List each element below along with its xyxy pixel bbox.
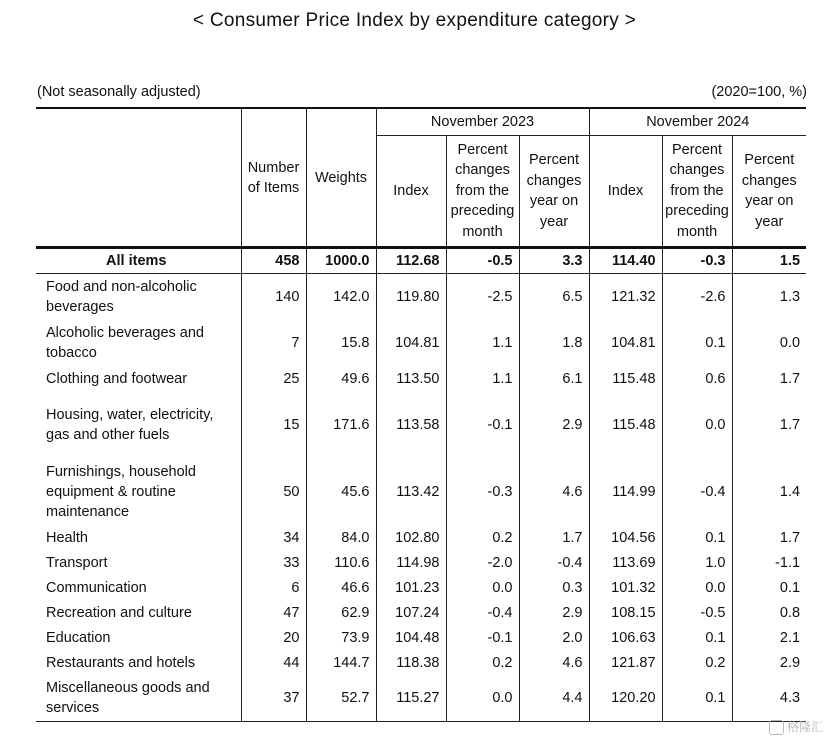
row-category: Recreation and culture	[36, 600, 241, 625]
row-index-2024: 114.99	[589, 458, 662, 525]
row-items: 44	[241, 650, 306, 675]
row-index-2024: 104.81	[589, 320, 662, 366]
row-category: Food and non-alcoholic beverages	[36, 274, 241, 321]
row-index-2024: 104.56	[589, 525, 662, 550]
row-weights: 62.9	[306, 600, 376, 625]
table-row	[36, 675, 806, 722]
row-mom-2024: 0.2	[662, 650, 732, 675]
row-index-2024: 115.48	[589, 391, 662, 458]
row-yoy-2024: 0.0	[732, 320, 806, 366]
total-mom-2024: -0.3	[662, 248, 732, 274]
row-index-2023: 104.48	[376, 625, 446, 650]
row-yoy-2023: 0.3	[519, 575, 589, 600]
row-yoy-2023: 1.7	[519, 525, 589, 550]
total-mom-2023: -0.5	[446, 248, 519, 274]
row-mom-2024: 1.0	[662, 550, 732, 575]
row-category: Alcoholic beverages and tobacco	[36, 320, 241, 366]
table-row	[36, 525, 806, 550]
watermark	[769, 718, 823, 735]
row-mom-2023: -0.3	[446, 458, 519, 525]
row-category: Communication	[36, 575, 241, 600]
row-weights: 142.0	[306, 274, 376, 321]
row-weights: 46.6	[306, 575, 376, 600]
row-items: 47	[241, 600, 306, 625]
row-mom-2024: 0.1	[662, 625, 732, 650]
row-yoy-2023: 2.9	[519, 391, 589, 458]
row-mom-2024: -0.4	[662, 458, 732, 525]
row-items: 25	[241, 366, 306, 391]
total-items: 458	[241, 248, 306, 274]
table-row	[36, 625, 806, 650]
table-row	[36, 366, 806, 391]
period-2023-header: November 2023	[376, 108, 589, 136]
row-index-2024: 120.20	[589, 675, 662, 722]
row-yoy-2023: 2.9	[519, 600, 589, 625]
row-mom-2023: -0.4	[446, 600, 519, 625]
row-index-2024: 113.69	[589, 550, 662, 575]
row-yoy-2024: 1.7	[732, 391, 806, 458]
table-row	[36, 458, 806, 525]
row-yoy-2023: 4.6	[519, 458, 589, 525]
row-index-2023: 118.38	[376, 650, 446, 675]
row-mom-2024: 0.0	[662, 391, 732, 458]
total-index-2024: 114.40	[589, 248, 662, 274]
index-2024-header: Index	[589, 136, 662, 248]
row-yoy-2024: 1.7	[732, 525, 806, 550]
row-category: Miscellaneous goods and services	[36, 675, 241, 722]
row-mom-2024: 0.0	[662, 575, 732, 600]
base-year-note: (2020=100, %)	[711, 84, 807, 100]
row-yoy-2023: 1.8	[519, 320, 589, 366]
row-yoy-2024: 4.3	[732, 675, 806, 722]
row-items: 33	[241, 550, 306, 575]
row-weights: 110.6	[306, 550, 376, 575]
row-index-2024: 121.87	[589, 650, 662, 675]
row-yoy-2023: 6.5	[519, 274, 589, 321]
row-category: Restaurants and hotels	[36, 650, 241, 675]
table-row	[36, 391, 806, 458]
row-items: 34	[241, 525, 306, 550]
row-category: Furnishings, household equipment & routine maintenance	[36, 458, 241, 525]
row-yoy-2024: 1.4	[732, 458, 806, 525]
total-row	[36, 248, 806, 274]
yoy-2024-header: Percent changes year on year	[732, 136, 806, 248]
row-category: Health	[36, 525, 241, 550]
row-weights: 171.6	[306, 391, 376, 458]
row-index-2023: 113.58	[376, 391, 446, 458]
total-yoy-2024: 1.5	[732, 248, 806, 274]
weights-header: Weights	[306, 108, 376, 248]
row-index-2023: 101.23	[376, 575, 446, 600]
adjustment-note: (Not seasonally adjusted)	[37, 84, 201, 100]
row-items: 7	[241, 320, 306, 366]
row-mom-2023: -2.5	[446, 274, 519, 321]
row-yoy-2024: 0.1	[732, 575, 806, 600]
row-mom-2024: 0.1	[662, 525, 732, 550]
row-mom-2023: -2.0	[446, 550, 519, 575]
row-category: Education	[36, 625, 241, 650]
row-mom-2024: 0.6	[662, 366, 732, 391]
row-items: 50	[241, 458, 306, 525]
cpi-table	[36, 107, 806, 722]
row-mom-2024: 0.1	[662, 675, 732, 722]
table-row	[36, 550, 806, 575]
row-mom-2023: 1.1	[446, 366, 519, 391]
row-yoy-2024: 2.9	[732, 650, 806, 675]
yoy-2023-header: Percent changes year on year	[519, 136, 589, 248]
row-yoy-2024: -1.1	[732, 550, 806, 575]
row-yoy-2023: 2.0	[519, 625, 589, 650]
row-yoy-2023: 4.6	[519, 650, 589, 675]
mom-2024-header: Percent changes from the preceding month	[662, 136, 732, 248]
row-weights: 49.6	[306, 366, 376, 391]
row-mom-2023: 0.0	[446, 675, 519, 722]
row-items: 6	[241, 575, 306, 600]
row-index-2023: 113.42	[376, 458, 446, 525]
row-weights: 15.8	[306, 320, 376, 366]
row-category: Transport	[36, 550, 241, 575]
row-weights: 45.6	[306, 458, 376, 525]
row-yoy-2023: 6.1	[519, 366, 589, 391]
row-index-2023: 107.24	[376, 600, 446, 625]
watermark-logo-icon	[769, 720, 784, 735]
row-index-2024: 106.63	[589, 625, 662, 650]
page-title: < Consumer Price Index by expenditure category >	[192, 10, 637, 31]
total-category: All items	[36, 248, 241, 274]
row-mom-2023: -0.1	[446, 625, 519, 650]
mom-2023-header: Percent changes from the preceding month	[446, 136, 519, 248]
row-index-2023: 114.98	[376, 550, 446, 575]
row-weights: 144.7	[306, 650, 376, 675]
row-mom-2023: 0.2	[446, 525, 519, 550]
row-items: 15	[241, 391, 306, 458]
row-category: Housing, water, electricity, gas and other fuels	[36, 391, 241, 458]
table-row	[36, 320, 806, 366]
row-yoy-2024: 2.1	[732, 625, 806, 650]
period-2024-header: November 2024	[589, 108, 806, 136]
row-weights: 84.0	[306, 525, 376, 550]
total-weights: 1000.0	[306, 248, 376, 274]
row-mom-2024: -2.6	[662, 274, 732, 321]
row-index-2024: 121.32	[589, 274, 662, 321]
row-category: Clothing and footwear	[36, 366, 241, 391]
row-yoy-2024: 1.7	[732, 366, 806, 391]
row-index-2024: 108.15	[589, 600, 662, 625]
row-index-2023: 115.27	[376, 675, 446, 722]
watermark-text: 格隆汇	[786, 719, 823, 734]
row-index-2023: 119.80	[376, 274, 446, 321]
row-mom-2023: 0.2	[446, 650, 519, 675]
total-index-2023: 112.68	[376, 248, 446, 274]
index-2023-header: Index	[376, 136, 446, 248]
row-yoy-2024: 1.3	[732, 274, 806, 321]
row-mom-2023: 0.0	[446, 575, 519, 600]
row-mom-2024: 0.1	[662, 320, 732, 366]
row-weights: 73.9	[306, 625, 376, 650]
row-yoy-2023: -0.4	[519, 550, 589, 575]
row-index-2023: 102.80	[376, 525, 446, 550]
row-items: 140	[241, 274, 306, 321]
row-mom-2023: 1.1	[446, 320, 519, 366]
row-items: 20	[241, 625, 306, 650]
row-yoy-2023: 4.4	[519, 675, 589, 722]
category-header	[36, 108, 241, 248]
total-yoy-2023: 3.3	[519, 248, 589, 274]
row-mom-2024: -0.5	[662, 600, 732, 625]
row-mom-2023: -0.1	[446, 391, 519, 458]
table-row	[36, 274, 806, 321]
number-of-items-header: Number of Items	[241, 108, 306, 248]
row-index-2024: 115.48	[589, 366, 662, 391]
row-yoy-2024: 0.8	[732, 600, 806, 625]
row-weights: 52.7	[306, 675, 376, 722]
row-index-2023: 104.81	[376, 320, 446, 366]
row-index-2024: 101.32	[589, 575, 662, 600]
table-row	[36, 575, 806, 600]
row-index-2023: 113.50	[376, 366, 446, 391]
table-row	[36, 650, 806, 675]
table-row	[36, 600, 806, 625]
row-items: 37	[241, 675, 306, 722]
